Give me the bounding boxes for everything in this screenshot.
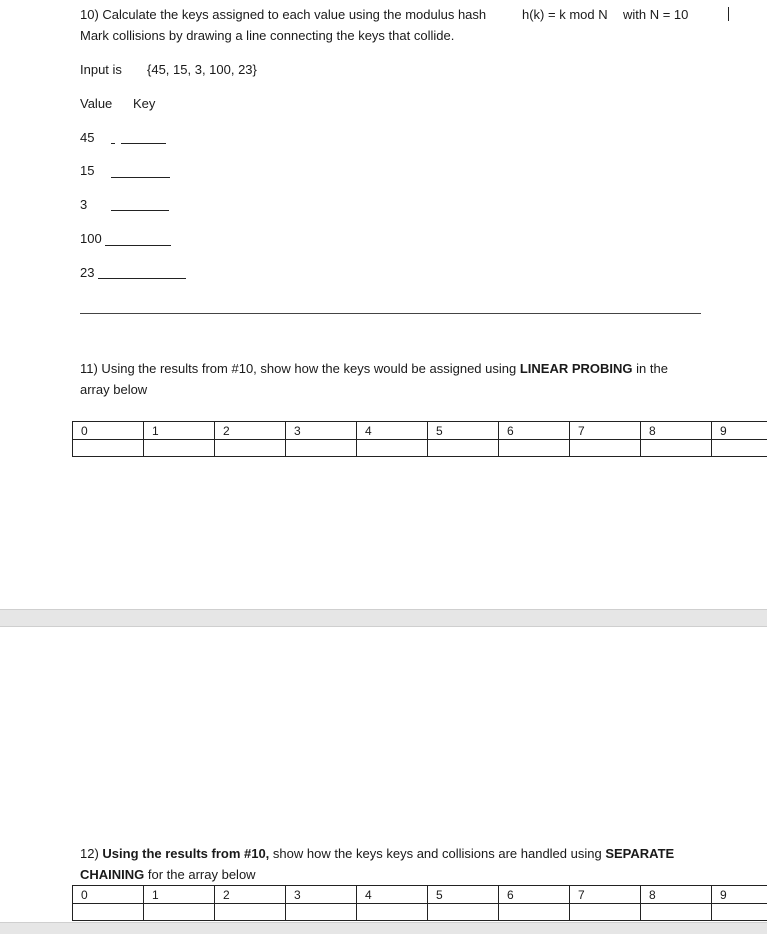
- array-index-cell: 9: [712, 422, 767, 440]
- section-divider: [80, 313, 701, 314]
- array-value-cell[interactable]: [712, 440, 767, 457]
- array-value-cell[interactable]: [357, 440, 428, 457]
- array-value-cell[interactable]: [570, 904, 641, 921]
- q10-hash-function: h(k) = k mod N: [522, 7, 608, 23]
- array-index-cell: 0: [73, 886, 144, 904]
- q11-linear-probing: LINEAR PROBING: [520, 361, 633, 376]
- q10-key-blank[interactable]: [111, 177, 170, 178]
- array-index-cell: 6: [499, 886, 570, 904]
- array-index-row: [73, 422, 767, 440]
- array-value-cell[interactable]: [73, 904, 144, 921]
- array-index-cell: 5: [428, 886, 499, 904]
- array-value-cell[interactable]: [641, 440, 712, 457]
- array-index-cell: 7: [570, 422, 641, 440]
- array-value-row: [73, 904, 767, 921]
- q10-key-blank[interactable]: [111, 143, 115, 144]
- q12-line1: [80, 846, 674, 862]
- array-index-cell: 2: [215, 886, 286, 904]
- q10-input-values: {45, 15, 3, 100, 23}: [147, 62, 257, 78]
- linear-probing-array: [72, 421, 767, 457]
- q12-line2: [80, 867, 256, 883]
- array-index-cell: 6: [499, 422, 570, 440]
- array-index-cell: 3: [286, 422, 357, 440]
- array-value-cell[interactable]: [570, 440, 641, 457]
- array-index-cell: 3: [286, 886, 357, 904]
- q12-chaining: CHAINING: [80, 867, 144, 882]
- array-index-cell: 5: [428, 422, 499, 440]
- q12-separate: SEPARATE: [605, 846, 674, 861]
- array-value-cell[interactable]: [428, 904, 499, 921]
- q11-instruction: 11) Using the results from #10, show how the keys would be assigned using: [80, 361, 520, 376]
- q10-key-blank[interactable]: [105, 245, 171, 246]
- separate-chaining-array: [72, 885, 767, 921]
- array-value-cell[interactable]: [144, 440, 215, 457]
- array-value-cell[interactable]: [215, 440, 286, 457]
- q10-column-key: Key: [133, 96, 155, 112]
- array-index-cell: 2: [215, 422, 286, 440]
- array-value-cell[interactable]: [73, 440, 144, 457]
- array-index-cell: 8: [641, 422, 712, 440]
- array-value-cell[interactable]: [641, 904, 712, 921]
- q10-value-row: 23: [80, 265, 94, 281]
- page-break-gap: [0, 609, 767, 627]
- array-value-cell[interactable]: [215, 904, 286, 921]
- array-index-cell: 1: [144, 422, 215, 440]
- q10-line2: Mark collisions by drawing a line connecting the keys that collide.: [80, 28, 454, 44]
- array-value-cell[interactable]: [286, 440, 357, 457]
- q10-key-blank[interactable]: [98, 278, 186, 279]
- array-value-cell[interactable]: [357, 904, 428, 921]
- array-value-cell[interactable]: [499, 440, 570, 457]
- q12-bold-phrase: Using the results from #10,: [102, 846, 269, 861]
- array-index-cell: 4: [357, 422, 428, 440]
- q10-column-value: Value: [80, 96, 112, 112]
- array-index-cell: 0: [73, 422, 144, 440]
- q10-key-blank[interactable]: [121, 143, 166, 144]
- array-index-cell: 7: [570, 886, 641, 904]
- array-value-cell[interactable]: [499, 904, 570, 921]
- array-value-cell[interactable]: [144, 904, 215, 921]
- q10-key-blank[interactable]: [111, 210, 169, 211]
- array-value-row: [73, 440, 767, 457]
- page-bottom-bar: [0, 922, 767, 934]
- q12-number: 12): [80, 846, 102, 861]
- text-cursor: [728, 7, 729, 21]
- q11-line2: array below: [80, 382, 147, 398]
- array-value-cell[interactable]: [286, 904, 357, 921]
- q10-value-row: 45: [80, 130, 94, 146]
- q10-value-row: 15: [80, 163, 94, 179]
- array-index-cell: 9: [712, 886, 767, 904]
- q10-line1-text: [80, 7, 486, 23]
- q11-line1: [80, 361, 668, 377]
- q10-value-row: 100: [80, 231, 102, 247]
- array-value-cell[interactable]: [428, 440, 499, 457]
- q10-n-value: with N = 10: [623, 7, 688, 23]
- q12-instruction: show how the keys keys and collisions are handled using: [269, 846, 605, 861]
- array-index-row: [73, 886, 767, 904]
- array-index-cell: 8: [641, 886, 712, 904]
- q10-input-label: Input is: [80, 62, 122, 78]
- array-index-cell: 1: [144, 886, 215, 904]
- q12-instruction-end: for the array below: [144, 867, 255, 882]
- q10-instruction: 10) Calculate the keys assigned to each value using the modulus hash: [80, 7, 486, 22]
- q10-value-row: 3: [80, 197, 87, 213]
- q11-instruction-end: in the: [633, 361, 668, 376]
- array-value-cell[interactable]: [712, 904, 767, 921]
- array-index-cell: 4: [357, 886, 428, 904]
